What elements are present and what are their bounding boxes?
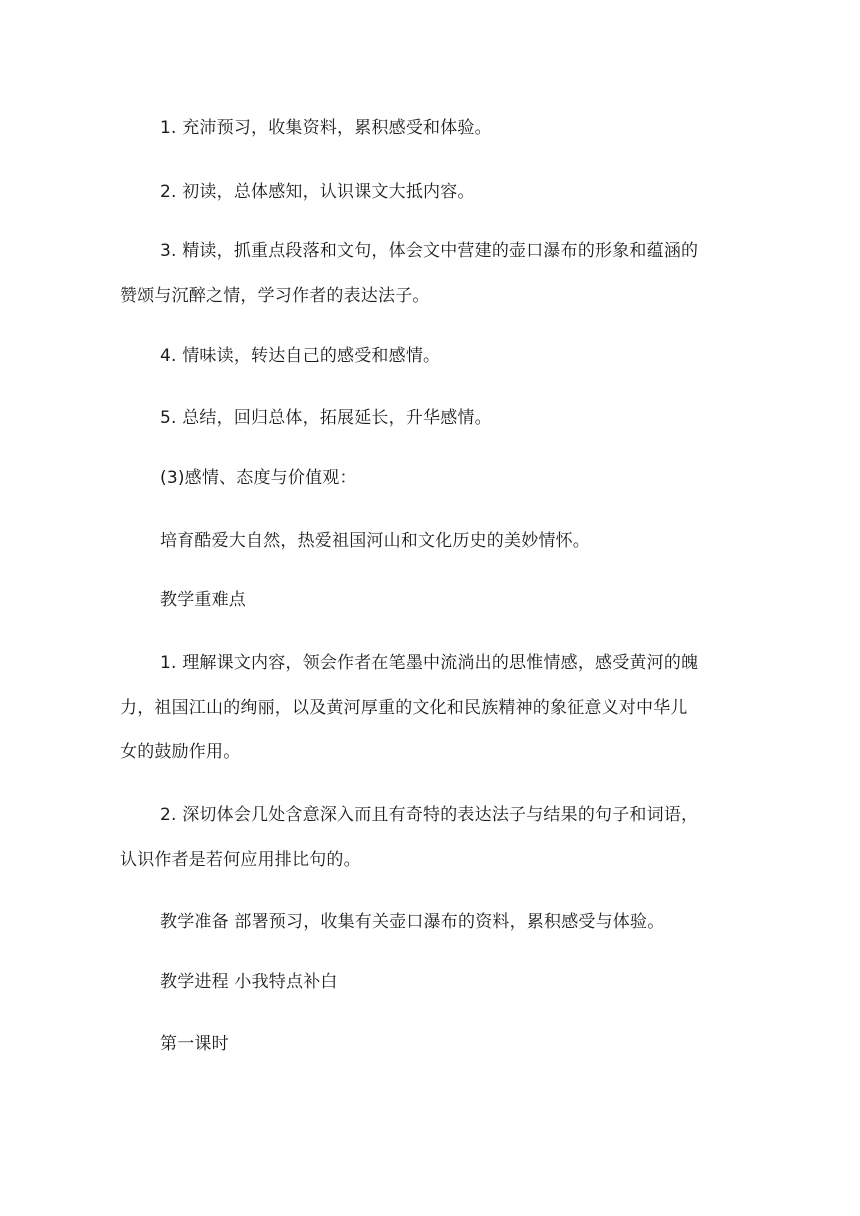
key-point-1-text: 1. 理解课文内容，领会作者在笔墨中流淌出的思惟情感，感受黄河的魄 — [160, 653, 699, 673]
key-point-2-text-cont: 认识作者是若何应用排比句的。 — [120, 850, 361, 870]
key-point-1-text-cont: 力，祖国江山的绚丽，以及黄河厚重的文化和民族精神的象征意义对中华儿 — [120, 698, 688, 718]
step-3-text-cont: 赞颂与沉醉之情，学习作者的表达法子。 — [120, 286, 430, 306]
preparation-text: 教学准备 部署预习，收集有关壶口瀑布的资料，累积感受与体验。 — [160, 912, 665, 932]
key-point-1-text-cont2: 女的鼓励作用。 — [120, 742, 241, 762]
step-3-text: 3. 精读，抓重点段落和文句，体会文中营建的壶口瀑布的形象和蕴涵的 — [160, 241, 699, 261]
first-lesson-heading: 第一课时 — [160, 1034, 229, 1054]
values-text: 培育酷爱大自然，热爱祖国河山和文化历史的美妙情怀。 — [160, 531, 590, 551]
step-5-text: 5. 总结，回归总体，拓展延长，升华感情。 — [160, 408, 492, 428]
step-1-text: 1. 充沛预习，收集资料，累积感受和体验。 — [160, 118, 492, 138]
process-text: 教学进程 小我特点补白 — [160, 972, 338, 992]
key-point-2-text: 2. 深切体会几处含意深入而且有奇特的表达法子与结果的句子和词语， — [160, 805, 699, 825]
section-heading-values: (3)感情、态度与价值观： — [160, 468, 357, 488]
section-heading-key-points: 教学重难点 — [160, 590, 246, 610]
step-2-text: 2. 初读，总体感知，认识课文大抵内容。 — [160, 182, 475, 202]
step-4-text: 4. 情味读，转达自己的感受和感情。 — [160, 346, 441, 366]
